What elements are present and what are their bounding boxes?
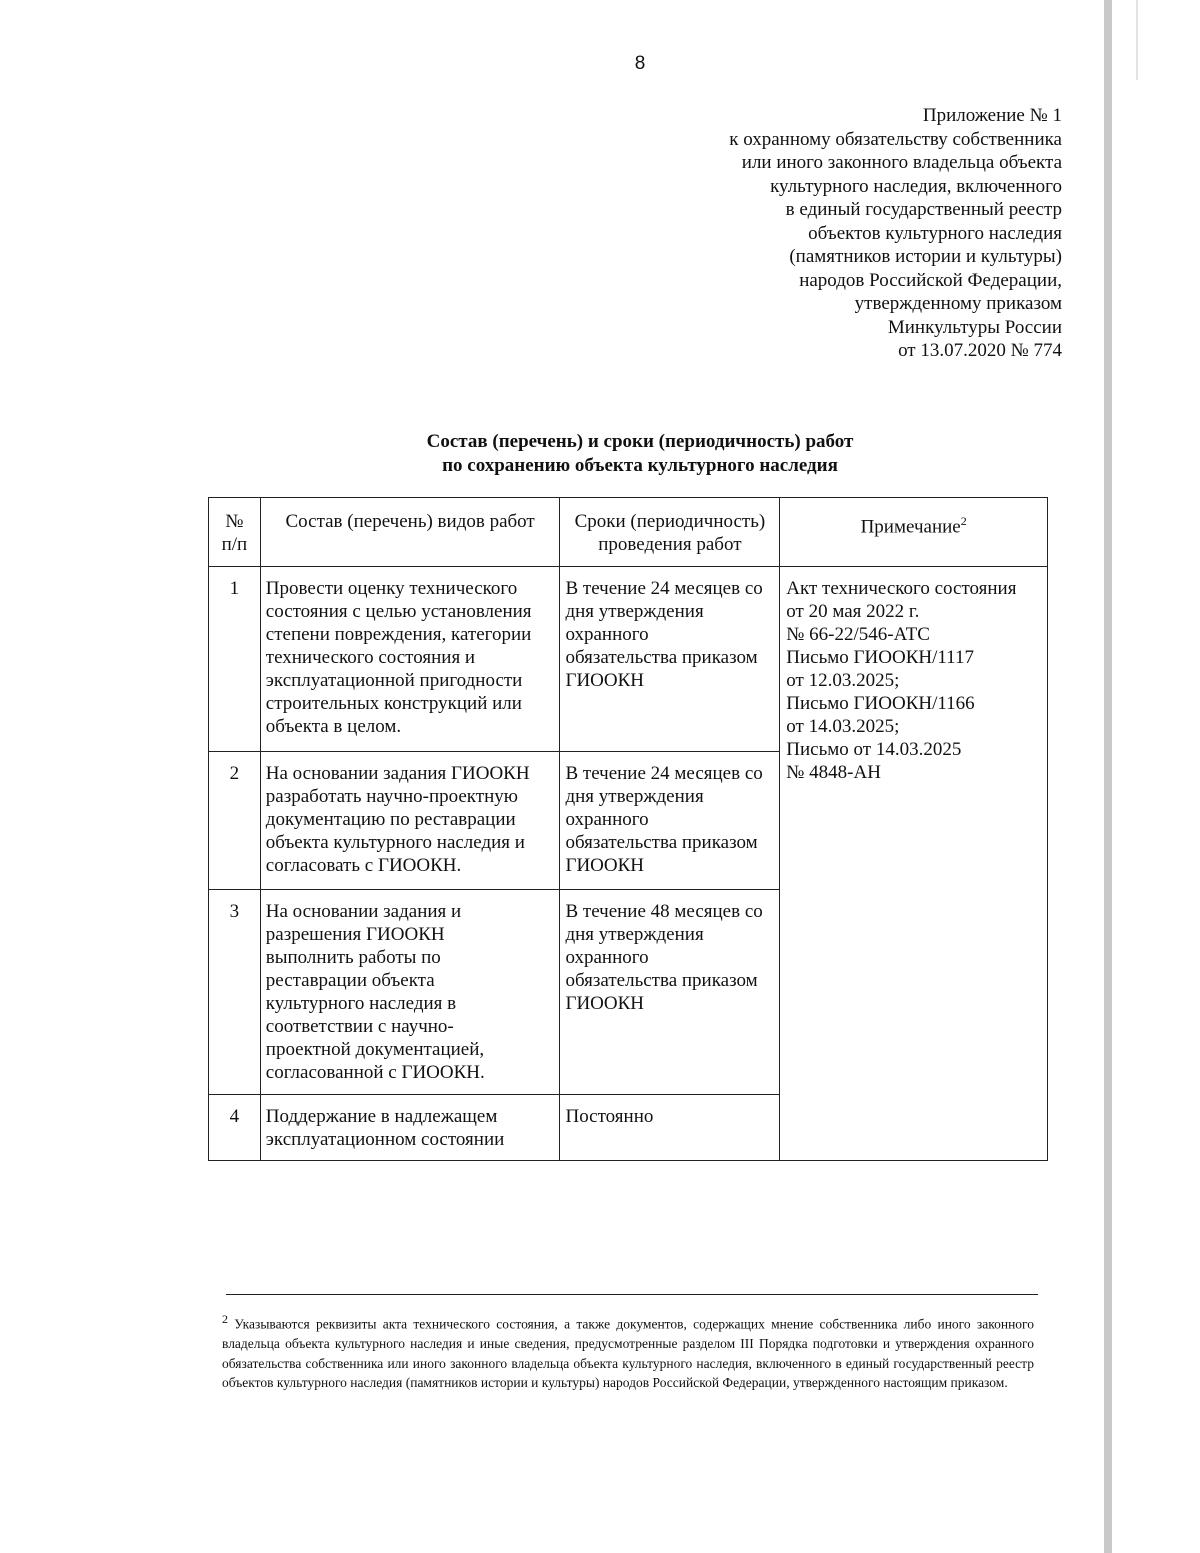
row-number: 1 [209, 567, 261, 752]
term-cell [560, 1095, 780, 1161]
cell-text: Письмо ГИООКН/1166 [786, 693, 975, 714]
cell-text: согласовать с ГИООКН. [265, 855, 462, 876]
appendix-line: Приложение № 1 [922, 105, 1062, 126]
cell-text: На основании задания ГИООКН [265, 763, 530, 784]
row-number: 2 [209, 752, 261, 890]
cell-text: от 14.03.2025; [786, 716, 900, 737]
header-text: п/п [221, 534, 248, 555]
cell-text: № 66-22/546-АТС [786, 624, 930, 645]
header-num [209, 498, 261, 567]
table-header-row [209, 498, 1048, 567]
cell-text: Постоянно [565, 1106, 654, 1127]
note-cell [780, 567, 1048, 1161]
document-title [260, 430, 1020, 478]
appendix-header [729, 104, 1062, 363]
cell-text: ГИООКН [565, 855, 645, 876]
cell-text: реставрации объекта [265, 970, 435, 991]
cell-text: разрешения ГИООКН [265, 924, 445, 945]
cell-text: Письмо от 14.03.2025 [786, 739, 962, 760]
footnote-ref: 2 [960, 514, 967, 528]
cell-text: дня утверждения [565, 601, 704, 622]
footnote [222, 1310, 1034, 1393]
scan-edge-mark [1136, 0, 1138, 80]
work-cell [260, 567, 560, 752]
header-text: проведения работ [598, 534, 742, 555]
work-cell [260, 890, 560, 1095]
cell-text: объекта культурного наследия и [265, 832, 525, 853]
cell-text: Акт технического состояния [786, 578, 1017, 599]
term-cell [560, 567, 780, 752]
cell-text: проектной документацией, [265, 1039, 485, 1060]
cell-text: выполнить работы по [265, 947, 441, 968]
table-row [209, 567, 1048, 752]
appendix-line: или иного законного владельца объекта [741, 152, 1062, 173]
appendix-line: к охранному обязательству собственника [729, 128, 1062, 150]
work-cell [260, 1095, 560, 1161]
works-table [208, 497, 1048, 1161]
title-line: по сохранению объекта культурного наследия [442, 455, 838, 476]
term-cell [560, 890, 780, 1095]
footnote-divider [226, 1294, 1038, 1295]
header-term [560, 498, 780, 567]
header-text: № [225, 511, 244, 532]
cell-text: обязательства приказом [565, 832, 758, 853]
appendix-line: в единый государственный реестр [785, 199, 1062, 220]
cell-text: охранного [565, 809, 649, 830]
appendix-line: объектов культурного наследия [808, 222, 1062, 244]
page-number: 8 [634, 53, 646, 74]
cell-text: обязательства приказом [565, 970, 758, 991]
cell-text: эксплуатационном состоянии [265, 1129, 505, 1150]
cell-text: от 12.03.2025; [786, 670, 900, 691]
cell-text: объекта в целом. [265, 716, 402, 737]
cell-text: строительных конструкций или [265, 693, 522, 714]
row-number: 3 [209, 890, 261, 1095]
cell-text: ГИООКН [565, 993, 645, 1014]
appendix-line: утвержденному приказом [854, 293, 1062, 314]
title-line: Состав (перечень) и сроки (периодичность) работ [426, 431, 854, 452]
cell-text: Поддержание в надлежащем [265, 1106, 498, 1127]
footnote-text: Указываются реквизиты акта технического состояния, а также документов, содержащих мнение собственника либо иного законного владельца объекта культурного наследия и иные сведения, предусмотренные разделом III Порядка подготовки и утверждения охранного обязательства собственника или иного законного владельца объекта культурного наследия, включенного в единый государственный реестр объектов культурного наследия (памятников истории и культуры) народов Российской Федерации, утвержденного настоящим приказом. [222, 1316, 1034, 1390]
cell-text: дня утверждения [565, 786, 704, 807]
appendix-line: от 13.07.2020 № 774 [898, 340, 1062, 361]
cell-text: культурного наследия в [265, 993, 457, 1014]
header-text: Сроки (периодичность) [574, 511, 766, 532]
header-note [780, 498, 1048, 567]
cell-text: технического состояния и [265, 647, 476, 668]
appendix-line: Минкультуры России [887, 316, 1062, 338]
cell-text: степени повреждения, категории [265, 624, 532, 645]
cell-text: соответствии с научно- [265, 1016, 454, 1037]
cell-text: № 4848-АН [786, 762, 881, 783]
cell-text: разработать научно-проектную [265, 786, 518, 807]
cell-text: состояния с целью установления [265, 601, 532, 622]
work-cell [260, 752, 560, 890]
cell-text: обязательства приказом [565, 647, 758, 668]
cell-text: В течение 48 месяцев со [565, 901, 763, 922]
cell-text: Письмо ГИООКН/1117 [786, 647, 974, 668]
cell-text: На основании задания и [265, 901, 462, 922]
appendix-line: культурного наследия, включенного [770, 175, 1062, 197]
cell-text: от 20 мая 2022 г. [786, 601, 920, 622]
appendix-line: (памятников истории и культуры) [789, 246, 1062, 267]
cell-text: охранного [565, 947, 649, 968]
row-number: 4 [209, 1095, 261, 1161]
term-cell [560, 752, 780, 890]
appendix-line: народов Российской Федерации, [799, 269, 1062, 291]
cell-text: дня утверждения [565, 924, 704, 945]
cell-text: В течение 24 месяцев со [565, 763, 763, 784]
scan-edge-shadow [1104, 0, 1112, 1553]
cell-text: документацию по реставрации [265, 809, 516, 830]
cell-text: Провести оценку технического [265, 578, 518, 599]
cell-text: ГИООКН [565, 670, 645, 691]
header-text: Примечание [860, 516, 961, 538]
header-work [260, 498, 560, 567]
cell-text: согласованной с ГИООКН. [265, 1062, 485, 1083]
header-text: Состав (перечень) видов работ [285, 511, 535, 532]
footnote-marker: 2 [222, 1312, 228, 1326]
cell-text: охранного [565, 624, 649, 645]
cell-text: В течение 24 месяцев со [565, 578, 763, 599]
cell-text: эксплуатационной пригодности [265, 670, 523, 691]
